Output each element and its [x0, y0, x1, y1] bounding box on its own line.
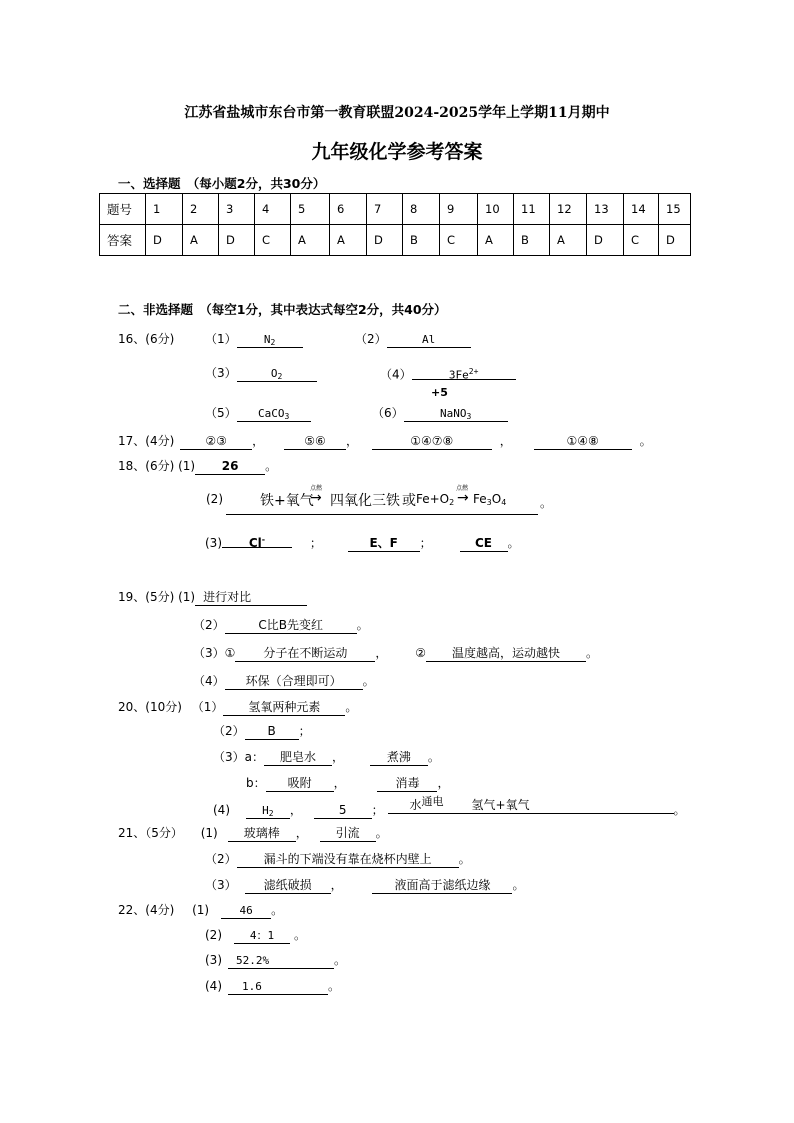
table-cell: 13: [587, 194, 624, 225]
table-cell: D: [587, 225, 624, 256]
q21-answer-1b: 引流: [320, 826, 376, 842]
q21-row-3: （3） 滤纸破损 ， 液面高于滤纸边缘 。: [205, 878, 525, 892]
table-cell: 3: [219, 194, 255, 225]
q20-answer-3b2: 消毒: [377, 776, 437, 792]
table-cell: A: [183, 225, 219, 256]
q19-row-1: 19、(5分) (1) 进行对比: [118, 588, 307, 606]
q19-row-3: （3）① 分子在不断运动 ， ② 温度越高，运动越快 。: [193, 646, 599, 660]
q22-row-3: (3) 52.2% 。: [205, 953, 347, 967]
q20-answer-1: 氢氧两种元素: [223, 700, 345, 716]
q20-row-3b: b： 吸附 ， 消毒 ，: [246, 776, 450, 790]
q20-row-2: （2） B ；: [213, 724, 311, 738]
q18-row-1: 18、(6分) (1) 26 。: [118, 459, 278, 473]
q21-row-2: （2） 漏斗的下端没有靠在烧杯内壁上 。: [205, 852, 471, 866]
q18-answer-1: 26: [195, 459, 265, 475]
table-cell: B: [403, 225, 440, 256]
q19-answer-3a: 分子在不断运动: [235, 646, 375, 662]
table-row-numbers: [100, 194, 691, 225]
q18-answer-3a: Cl-: [222, 532, 292, 548]
table-cell: B: [514, 225, 550, 256]
q21-answer-3a: 滤纸破损: [245, 878, 331, 894]
q19-answer-1: 进行对比: [195, 590, 307, 606]
q21-answer-3b: 液面高于滤纸边缘: [372, 878, 512, 894]
table-row-answers: [100, 225, 691, 256]
section1-heading: 一、选择题 （每小题2分，共30分）: [118, 176, 326, 191]
q20-answer-4c: 水 通电 氢气+氧气: [388, 798, 674, 814]
q21-label: 21、（5分）: [118, 826, 183, 840]
table-cell: D: [219, 225, 255, 256]
table-cell: A: [550, 225, 587, 256]
table-cell: 2: [183, 194, 219, 225]
q19-answer-2: C比B先变红: [225, 618, 357, 634]
table-cell: 4: [255, 194, 291, 225]
q21-answer-2: 漏斗的下端没有靠在烧杯内壁上: [237, 852, 459, 868]
q18-row-3: (3) Cl- ； E、F ； CE 。: [205, 532, 520, 552]
q17-answer-4: ①④⑧: [534, 434, 632, 450]
q16-answer-5: （5） CaCO$_3$: [205, 404, 311, 422]
table-cell: 7: [367, 194, 403, 225]
q19-answer-3b: 温度越高，运动越快: [426, 646, 586, 662]
answer-table: [99, 193, 691, 256]
table-cell: 8: [403, 194, 440, 225]
table-cell: C: [624, 225, 659, 256]
q22-answer-4: 1.6: [228, 979, 328, 995]
q18-label: 18、(6分): [118, 459, 175, 473]
q18-equation: 铁+氧气 点燃 → 四氧化三铁 或 $Fe+O_2$ 点燃 → $Fe_3O_4$: [226, 486, 538, 515]
section2-heading: 二、非选择题 （每空1分，其中表达式每空2分，共40分）: [118, 302, 447, 317]
q20-answer-3a1: 肥皂水: [264, 750, 332, 766]
table-cell: C: [440, 225, 478, 256]
q18-answer-3c: CE: [460, 536, 508, 552]
q19-label: 19、(5分): [118, 590, 175, 604]
q18-answer-3b: E、F: [348, 536, 420, 552]
q20-answer-3b1: 吸附: [266, 776, 334, 792]
q20-row-3a: （3）a： 肥皂水 ， 煮沸 。: [213, 750, 440, 764]
q20-answer-3a2: 煮沸: [370, 750, 428, 766]
table-cell: 14: [624, 194, 659, 225]
q20-answer-4a: $H_2$: [246, 803, 290, 819]
q16-answer-1: （1） $N_2$: [205, 330, 303, 348]
q19-row-2: （2） C比B先变红 。: [193, 618, 369, 632]
document-subtitle: 九年级化学参考答案: [311, 141, 483, 163]
table-cell: D: [659, 225, 691, 256]
q22-row-1: 22、(4分) (1) 46 。: [118, 903, 284, 917]
document-title: 江苏省盐城市东台市第一教育联盟2024-2025学年上学期11月期中: [184, 105, 610, 121]
row-label-number: 题号: [100, 194, 146, 225]
q22-row-4: (4) 1.6 。: [205, 979, 341, 993]
table-cell: 10: [478, 194, 514, 225]
table-cell: 1: [146, 194, 183, 225]
table-cell: A: [330, 225, 367, 256]
table-cell: D: [146, 225, 183, 256]
q22-answer-2: 4：1: [234, 928, 290, 944]
q21-row-1: 21、（5分） (1) 玻璃棒 ， 引流 。: [118, 826, 388, 840]
q22-answer-3: 52.2%: [228, 953, 334, 969]
table-cell: 5: [291, 194, 330, 225]
q20-label: 20、(10分): [118, 700, 182, 714]
q22-label: 22、(4分): [118, 903, 175, 917]
table-cell: C: [255, 225, 291, 256]
q21-answer-1a: 玻璃棒: [228, 826, 296, 842]
q18-p2-label: (2): [206, 492, 223, 506]
table-cell: 9: [440, 194, 478, 225]
q16-valence-mark: +5: [431, 386, 448, 399]
q17-answer-3: ①④⑦⑧: [372, 434, 492, 450]
q17-label: 17、(4分): [118, 434, 175, 448]
q20-row-4: (4) $H_2$ ， 5 ； 水 通电 氢气+氧气 。: [213, 795, 686, 818]
q19-row-4: （4） 环保（合理即可） 。: [193, 674, 375, 688]
q16-answer-3: （3） $O_2$: [205, 364, 317, 382]
table-cell: A: [291, 225, 330, 256]
table-cell: A: [478, 225, 514, 256]
q19-answer-4: 环保（合理即可）: [225, 674, 363, 690]
q20-answer-2: B: [245, 724, 299, 740]
q20-answer-4b: 5: [314, 803, 372, 819]
q22-answer-1: 46: [221, 903, 271, 919]
table-cell: 15: [659, 194, 691, 225]
q17-row: 17、(4分) ②③ ， ⑤⑥ ， ①④⑦⑧ ， ①④⑧ 。: [118, 434, 652, 448]
q22-row-2: (2) 4：1 。: [205, 928, 307, 942]
q16-answer-6: （6） NaNO$_3$: [372, 404, 508, 422]
row-label-answer: 答案: [100, 225, 146, 256]
q16-label: 16、(6分): [118, 332, 175, 346]
q17-answer-2: ⑤⑥: [284, 434, 346, 450]
table-cell: 6: [330, 194, 367, 225]
q20-row-1: 20、(10分) （1） 氢氧两种元素 。: [118, 700, 358, 714]
table-cell: 12: [550, 194, 587, 225]
table-cell: 11: [514, 194, 550, 225]
q16-answer-2: （2） Al: [355, 330, 471, 348]
table-cell: D: [367, 225, 403, 256]
q17-answer-1: ②③: [180, 434, 252, 450]
q16-answer-4: （4） $3Fe^{2+}$: [380, 364, 516, 383]
